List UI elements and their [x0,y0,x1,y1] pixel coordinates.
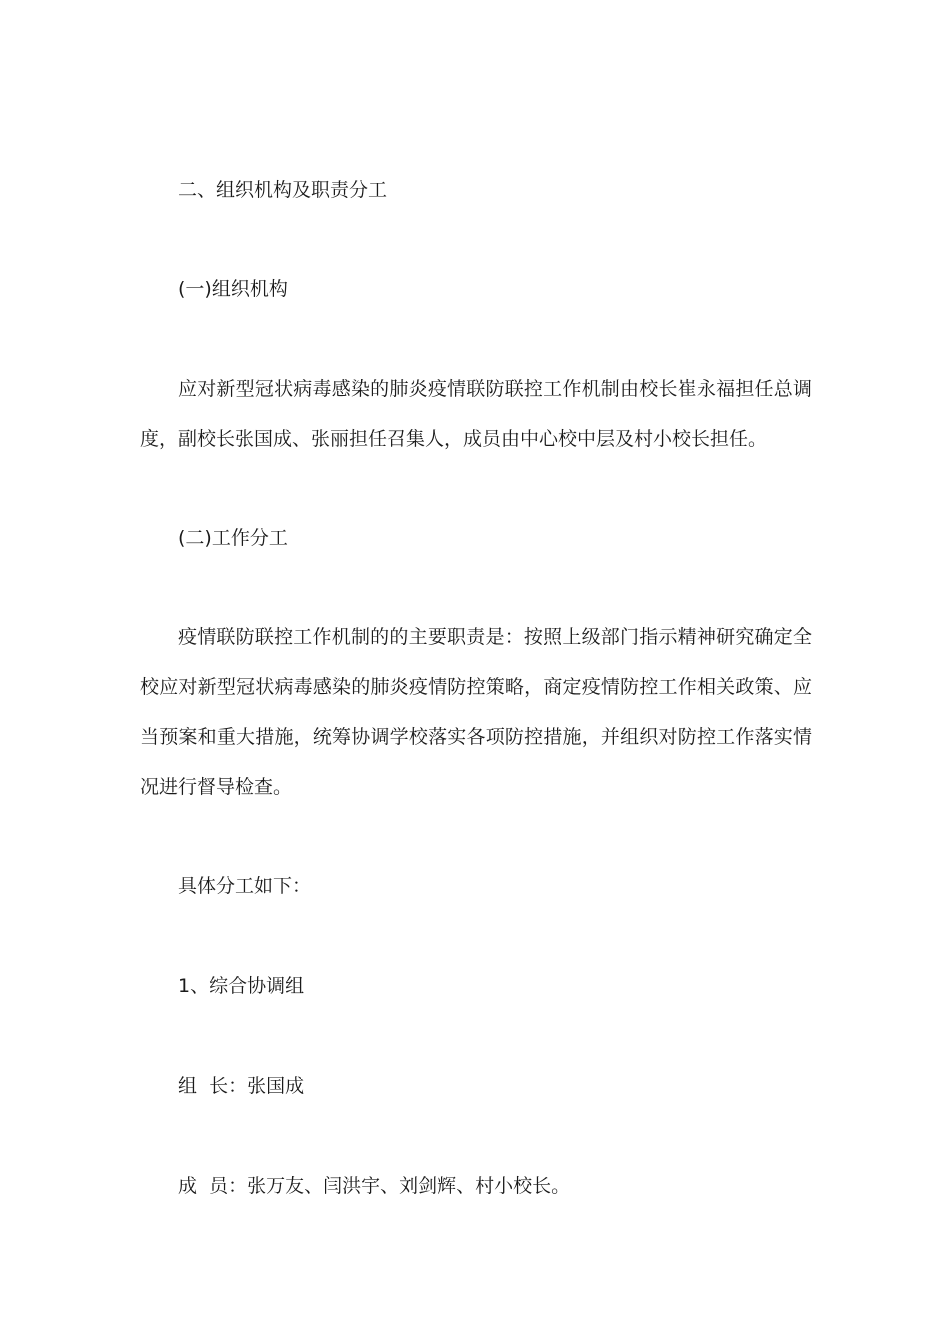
division-intro: 具体分工如下： [178,875,312,897]
group-leader: 组 长：张国成 [178,1075,305,1097]
group-members: 成 员：张万友、闫洪宇、刘剑辉、村小校长。 [178,1175,571,1197]
paragraph-responsibilities: 疫情联防联控工作机制的的主要职责是：按照上级部门指示精神研究确定全校应对新型冠状病毒感染的肺炎疫情防控策略，商定疫情防控工作相关政策、应当预案和重大措施，统筹协调学校落实各项防控措施，并组织对防控工作落实情况进行督导检查。 [140,626,812,798]
group-title: 1、综合协调组 [178,975,305,997]
section-heading: 二、组织机构及职责分工 [178,179,388,201]
subheading-organization: (一)组织机构 [178,278,288,300]
subheading-division: (二)工作分工 [178,527,288,549]
paragraph-organization: 应对新型冠状病毒感染的肺炎疫情联防联控工作机制由校长崔永福担任总调度，副校长张国成、张丽担任召集人，成员由中心校中层及村小校长担任。 [140,378,812,450]
